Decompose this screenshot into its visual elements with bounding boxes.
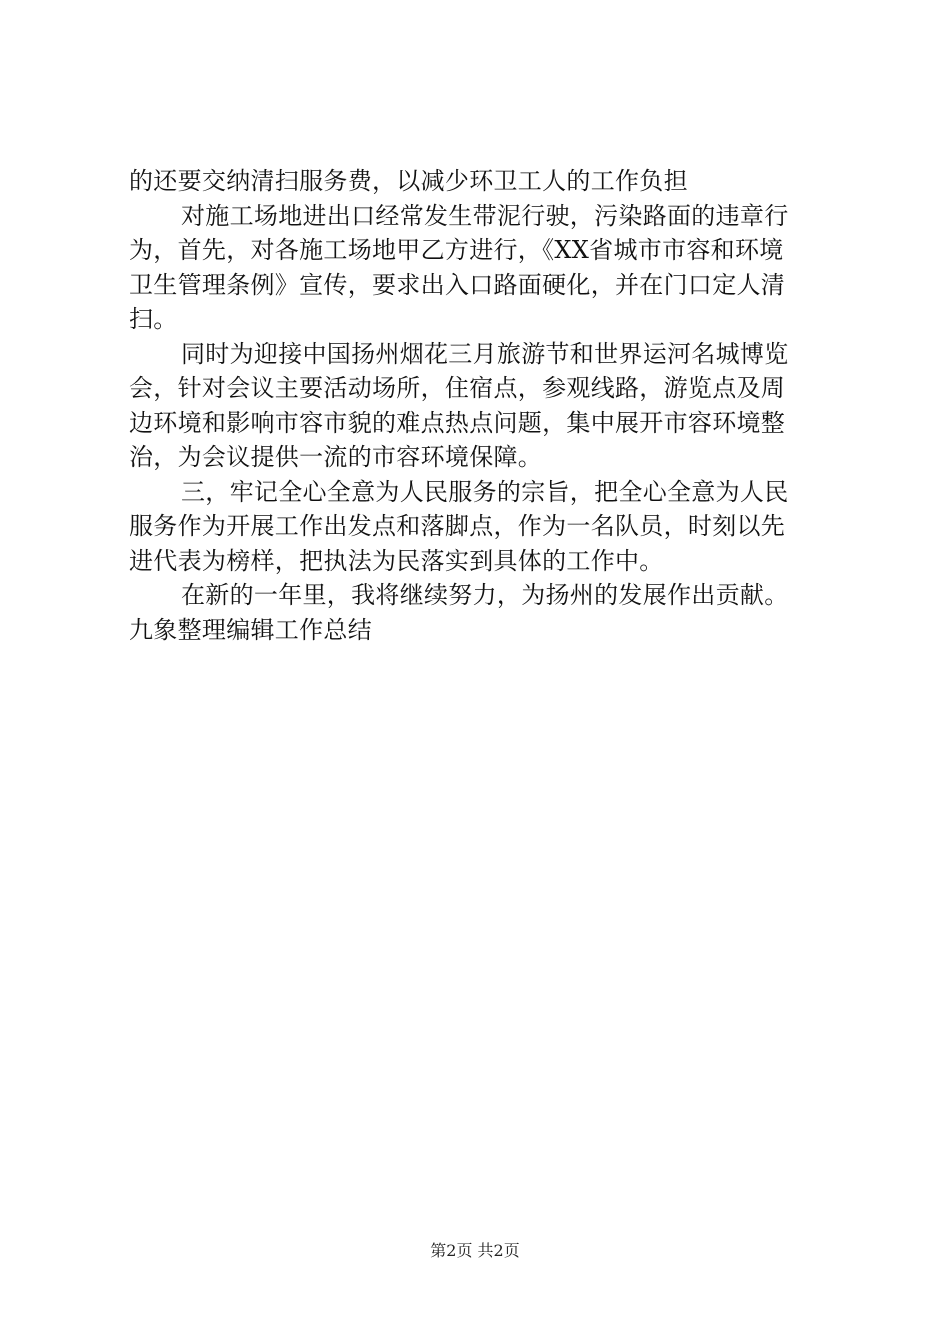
text-line-10: 三，牢记全心全意为人民服务的宗旨，把全心全意为人民 — [181, 477, 789, 506]
text-line-12: 进代表为榜样，把执法为民落实到具体的工作中。 — [129, 546, 664, 575]
document-body — [129, 164, 832, 647]
text-line-9: 治，为会议提供一流的市容环境保障。 — [129, 443, 543, 471]
text-line-14: 九象整理编辑工作总结 — [129, 615, 372, 644]
text-line-1: 的还要交纳清扫服务费，以减少环卫工人的工作负担 — [129, 167, 688, 195]
text-line-6: 同时为迎接中国扬州烟花三月旅游节和世界运河名城博览 — [181, 339, 789, 368]
text-line-7: 会，针对会议主要活动场所，住宿点，参观线路，游览点及周 — [129, 374, 786, 402]
text-line-5: 扫。 — [129, 305, 178, 333]
text-line-4: 卫生管理条例》宣传，要求出入口路面硬化，并在门口定人清 — [129, 270, 786, 299]
text-line-11: 服务作为开展工作出发点和落脚点，作为一名队员，时刻以先 — [129, 512, 786, 540]
text-line-13: 在新的一年里，我将继续努力，为扬州的发展作出贡献。 — [181, 581, 789, 609]
page-number-footer: 第2页 共2页 — [430, 1241, 520, 1260]
text-line-2: 对施工场地进出口经常发生带泥行驶，污染路面的违章行 — [181, 201, 789, 230]
text-line-3: 为，首先，对各施工场地甲乙方进行，《XX省城市市容和环境 — [129, 236, 784, 264]
text-line-8: 边环境和影响市容市貌的难点热点问题，集中展开市容环境整 — [129, 408, 786, 437]
